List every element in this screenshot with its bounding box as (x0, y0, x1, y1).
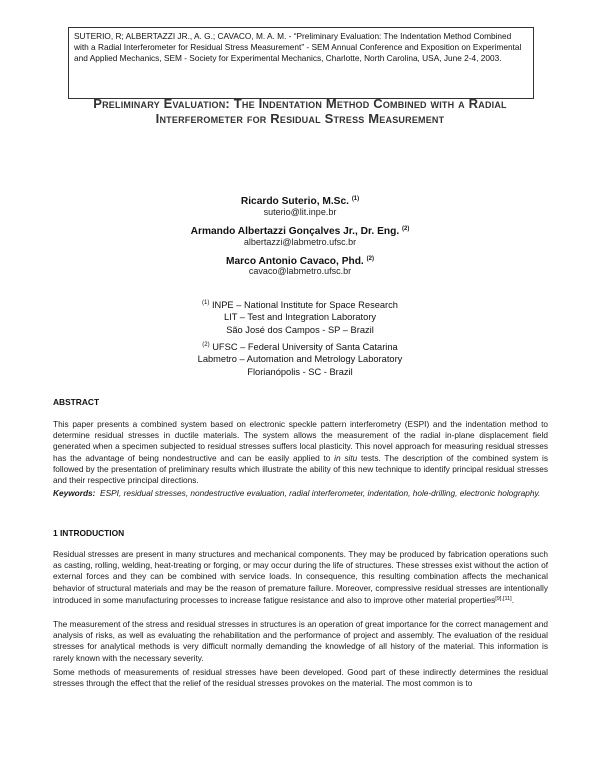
title-line-1: Preliminary Evaluation: The Indentation Method Combined with a Radial (93, 96, 507, 111)
author-2-name: Armando Albertazzi Gonçalves Jr., Dr. Eng. $^{(2)}$ (190, 226, 410, 237)
affiliation-1 (0, 297, 600, 336)
abstract-text: This paper presents a combined system based on electronic speckle pattern interferometry (ESPI) and the indentation method to determine residual stresses in ductile materials. The system allows the measurement of the radial in-plane displacement field generated when a specimen subjected to residual stresses suffers local plasticity. This novel approach for measuring residual stresses has the advantage of being nondestructive and can be easily applied to in situ tests. The description of the combined system is followed by the presentation of preliminary results which illustrate the ability of this new technique to identify principal residual stresses and their respective principal directions. (53, 419, 548, 486)
author-2-email: albertazzi@labmetro.ufsc.br (243, 237, 357, 247)
author-2-mark: (2) (402, 226, 410, 232)
author-1-email: suterio@lit.inpe.br (263, 207, 337, 217)
title-line-2: Interferometer for Residual Stress Measurement (155, 111, 445, 126)
author-3-email: cavaco@labmetro.ufsc.br (248, 266, 352, 276)
introduction-heading: 1 INTRODUCTION (53, 528, 125, 538)
affiliation-2-line-3: Florianópolis - SC - Brazil (247, 366, 353, 377)
author-1-mark: (1) (351, 196, 360, 202)
affiliation-1-line-2: LIT – Test and Integration Laboratory (223, 312, 377, 323)
citation-ref: [9],[11] (495, 595, 512, 602)
citation-box (68, 27, 534, 99)
affiliation-2-line-2: Labmetro – Automation and Metrology Laboratory (197, 354, 403, 365)
keywords-text: ESPI, residual stresses, nondestructive evaluation, radial interferometer, indentation, hole-drilling, electronic holography. (100, 488, 541, 498)
keywords-label: Keywords: (53, 488, 96, 498)
paper-title (40, 96, 560, 126)
author-1-name: Ricardo Suterio, M.Sc. $^{(1)}$ (240, 196, 360, 207)
author-3-name: Marco Antonio Cavaco, Phd. $^{(2)}$ (226, 256, 374, 267)
citation-text: SUTERIO, R; ALBERTAZZI JR., A. G.; CAVACO, M. A. M. - “Preliminary Evaluation: The Indentation Method Combined with a Radial Interferometer for Residual Stress Measurement” - SEM Annual Conference and Exposition on Experimental and Applied Mechanics, SEM - Society for Experimental Mechanics, Charlotte, North Carolina, USA, June 2-4, 2003. (74, 31, 522, 64)
intro-paragraph-2: The measurement of the stress and residual stresses in structures is an operation of great importance for the correct management and analysis of risks, as well as evaluating the rehabilitation and the performance of project and assembly. The evaluation of the residual stresses for analytical methods is very difficult normally demanding the knowledge of all history of the material. This information is rarely known with the necessary severity. (53, 619, 548, 663)
intro-paragraph-3: Some methods of measurements of residual stresses have been developed. Good part of these indirectly determines the residual stresses through the effect that the relief of the residual stresses provokes on the material. The most common is to (53, 667, 548, 689)
affiliation-1-line-1: $^{(1)}$ INPE – National Institute for Space Research (202, 300, 398, 310)
keywords (53, 488, 548, 499)
intro-paragraph-1: Residual stresses are present in many structures and mechanical components. They may be produced by fabrication operations such as casting, rolling, welding, heat-treating or forging, or may occur during the life of structures. These stresses exist without the action of external forces and they can be combined with service loads. In consequence, this resulting combination affects the mechanical behavior of structural materials and may be the reason of premature failure. Moreover, compressive residual stresses are intentionally introduced in some manufacturing processes to increase fatigue resistance and also to improve other material properties[9],[11]. (53, 549, 548, 605)
affiliation-2-line-1: $^{(2)}$ UFSC – Federal University of Santa Catarina (202, 342, 398, 352)
abstract-heading: ABSTRACT (53, 397, 100, 407)
author-3-mark: (2) (366, 256, 374, 262)
affiliation-1-line-3: São José dos Campos - SP – Brazil (226, 324, 374, 335)
affiliation-2 (0, 339, 600, 378)
